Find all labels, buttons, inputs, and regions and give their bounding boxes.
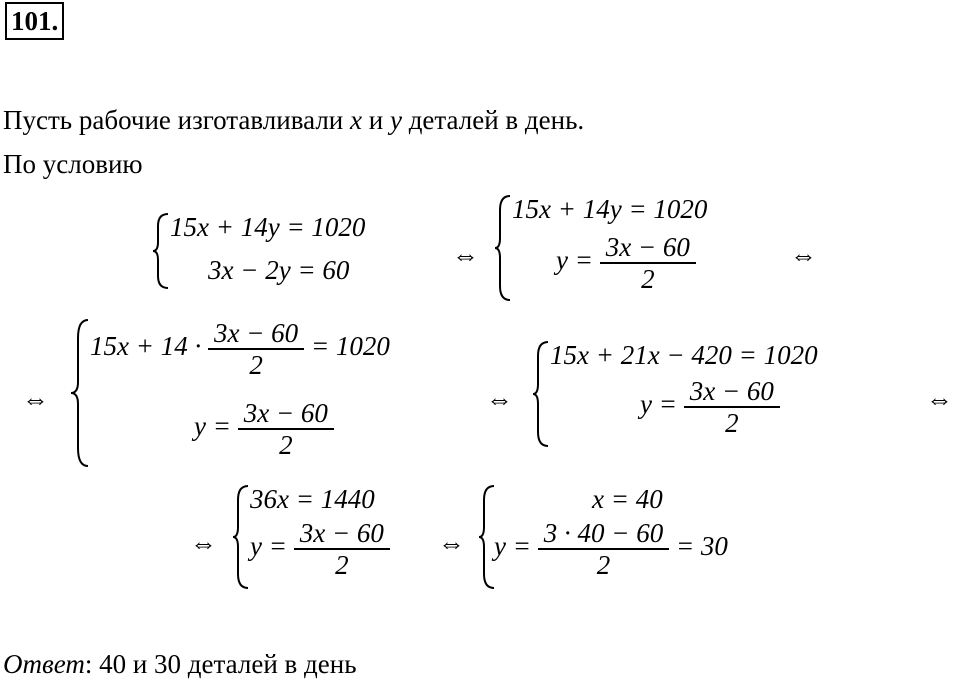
equiv-symbol: ⇔	[22, 384, 49, 414]
intro-text	[3, 104, 584, 136]
system-brace	[152, 212, 172, 290]
answer-text: : 40 и 30 деталей в день	[84, 649, 357, 679]
fraction-denominator: 2	[684, 406, 780, 438]
equation-lhs: 15x + 14 ·	[90, 331, 202, 362]
fraction-denominator: 2	[208, 348, 304, 380]
system2-line1: 15x + 14y = 1020	[512, 194, 708, 224]
intro-part: Пусть рабочие изготавливали	[3, 105, 351, 135]
fraction-numerator: 3x − 60	[213, 318, 299, 348]
fraction-numerator: 3x − 60	[605, 232, 690, 262]
equiv-symbol: ⇔	[438, 528, 465, 558]
intro-part: и	[362, 105, 390, 135]
condition-text: По условию	[3, 149, 143, 179]
system5-line1: 36x = 1440	[250, 484, 375, 514]
fraction-denominator: 2	[294, 548, 390, 580]
fraction	[238, 398, 334, 460]
fraction-denominator: 2	[538, 548, 669, 580]
answer-label: Ответ	[3, 649, 85, 679]
equation-lhs: y =	[250, 531, 287, 562]
equation-rhs: = 30	[675, 531, 728, 562]
equiv-symbol: ⇔	[926, 384, 953, 414]
system1-line1: 15x + 14y = 1020	[170, 212, 366, 242]
system4-line2	[640, 376, 780, 438]
fraction-numerator: 3x − 60	[299, 518, 384, 548]
fraction	[600, 232, 696, 294]
equiv-symbol: ⇔	[452, 240, 479, 270]
equiv-symbol: ⇔	[790, 240, 817, 270]
fraction-denominator: 2	[600, 262, 696, 294]
intro-part: деталей в день.	[401, 105, 585, 135]
fraction-denominator: 2	[238, 428, 334, 460]
fraction	[538, 518, 669, 580]
system-brace	[494, 194, 514, 302]
system3-line2	[194, 398, 334, 460]
equation-lhs: y =	[640, 389, 677, 420]
system-brace	[232, 484, 252, 590]
fraction	[684, 376, 780, 438]
equiv-symbol: ⇔	[486, 384, 513, 414]
system3-line1	[90, 318, 390, 380]
equation-lhs: y =	[194, 411, 231, 442]
system4-line1: 15x + 21x − 420 = 1020	[550, 340, 818, 370]
equation-lhs: y =	[494, 531, 531, 562]
system6-line2	[494, 518, 728, 580]
var-x: x	[350, 105, 362, 135]
problem-number: 101.	[5, 2, 64, 40]
fraction	[294, 518, 390, 580]
fraction-numerator: 3x − 60	[243, 398, 328, 428]
answer-line	[3, 648, 357, 680]
system6-line1: x = 40	[592, 484, 663, 514]
equation-rhs: = 1020	[310, 331, 390, 362]
fraction-numerator: 3 · 40 − 60	[543, 518, 664, 548]
system-brace	[532, 340, 552, 448]
equiv-symbol: ⇔	[190, 528, 217, 558]
system5-line2	[250, 518, 390, 580]
system1-line2: 3x − 2y = 60	[208, 255, 350, 285]
system-brace	[70, 318, 92, 468]
fraction	[208, 318, 304, 380]
system2-line2	[556, 232, 696, 294]
fraction-numerator: 3x − 60	[689, 376, 774, 406]
equation-lhs: y =	[556, 245, 593, 276]
var-y: y	[389, 105, 402, 135]
